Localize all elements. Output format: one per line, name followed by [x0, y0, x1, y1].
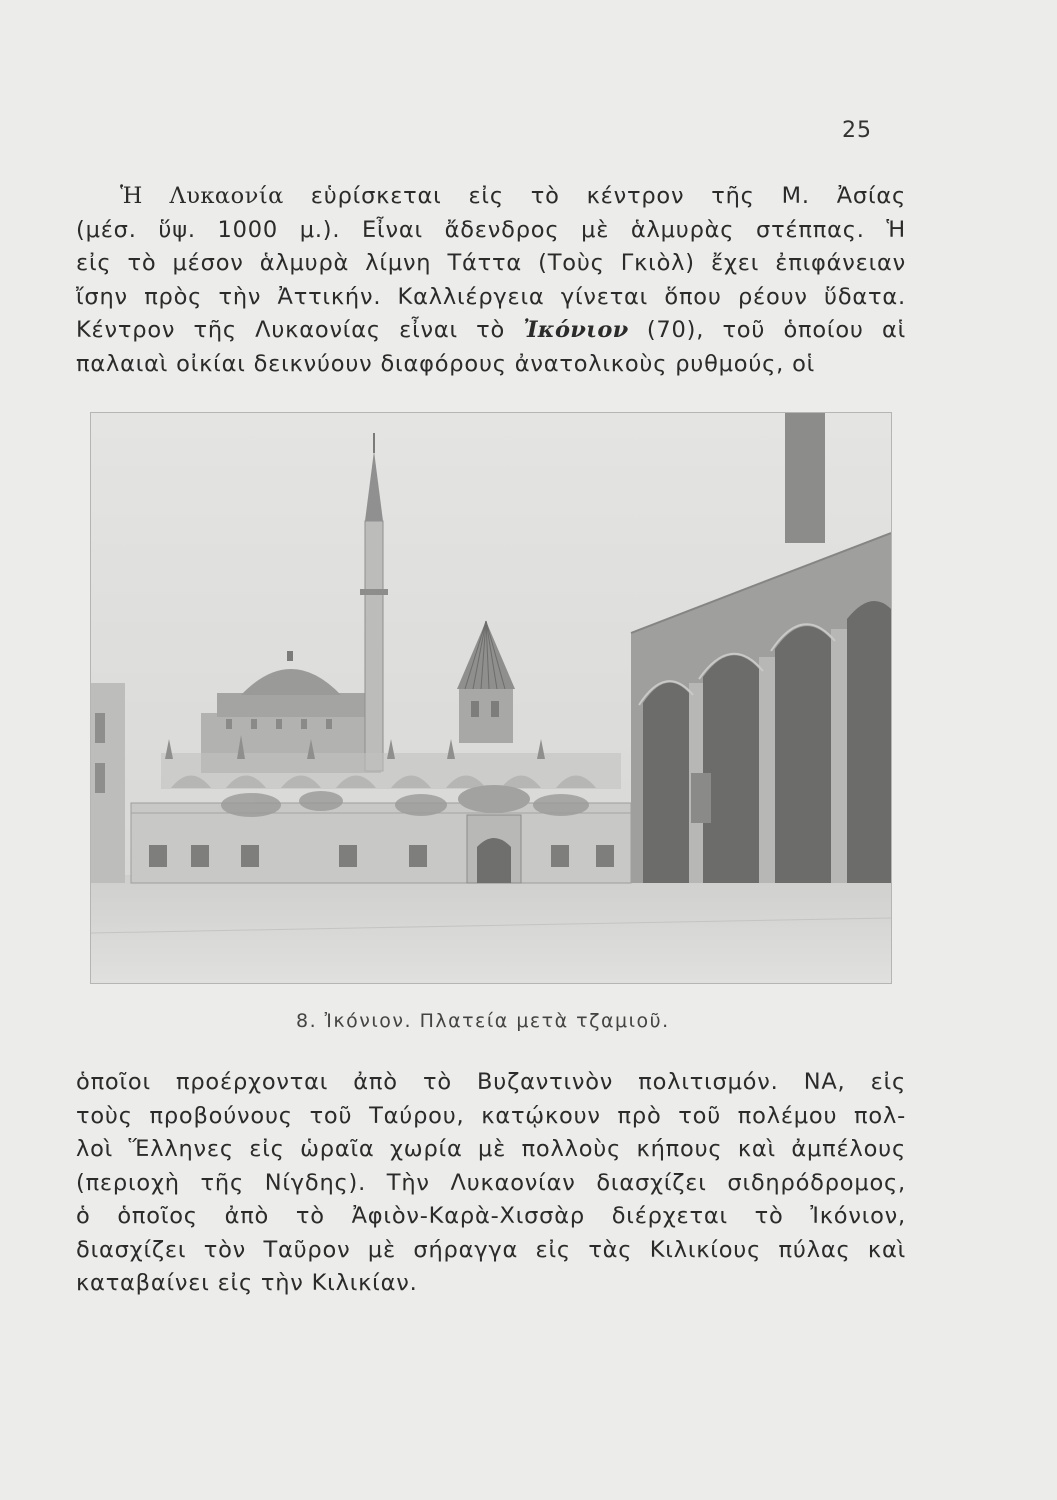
text-line — [76, 314, 906, 348]
figure-caption: 8. Ἰκόνιον. Πλατεία μετὰ τζαμιοῦ. — [296, 1010, 670, 1032]
text-line: διασχίζει τὸν Ταῦρον μὲ σήραγγα εἰς τὰς Κιλικίους πύλας καὶ — [76, 1236, 906, 1263]
text-line: ὁποῖοι προέρχονται ἀπὸ τὸ Βυζαντινὸν πολιτισμόν. ΝΑ, εἰς — [76, 1069, 906, 1095]
text-line: εἰς τὸ μέσον ἁλμυρὰ λίμνη Τάττα (Τοὺς Γκιὸλ) ἔχει ἐπιφάνειαν — [76, 250, 906, 276]
text-line: λοὶ Ἕλληνες εἰς ὡραῖα χωρία μὲ πολλοὺς κήπους καὶ ἀμπέλους — [76, 1136, 906, 1162]
region-term: Ἡ Λυκαονία — [120, 183, 284, 209]
text-line: ἴσην πρὸς τὴν Ἀττικήν. Καλλιέργεια γίνεται ὅπου ρέουν ὕδατα. — [76, 283, 906, 310]
text-line: (μέσ. ὕψ. 1000 μ.). Εἶναι ἄδενδρος μὲ ἁλμυρὰς στέππας. Ἡ — [76, 216, 906, 243]
text-line: καταβαίνει εἰς τὴν Κιλικίαν. — [76, 1270, 418, 1296]
city-term: Ἰκόνιον — [523, 317, 629, 343]
photo-illustration — [91, 413, 891, 983]
text-line — [76, 180, 906, 214]
text-fragment: Κέντρον τῆς Λυκαονίας εἶναι τὸ — [76, 317, 506, 343]
paragraph-lycaonia — [76, 180, 906, 381]
text-line: τοὺς προβούνους τοῦ Ταύρου, κατῴκουν πρὸ τοῦ πολέμου πολ- — [76, 1102, 906, 1129]
paragraph-continuation — [76, 1066, 906, 1301]
text-line: (περιοχὴ τῆς Νίγδης). Τὴν Λυκαονίαν διασχίζει σιδηρόδρομος, — [76, 1169, 906, 1196]
text-fragment: εὑρίσκεται εἰς τὸ κέντρον τῆς Μ. Ἀσίας — [310, 183, 906, 209]
text-line: ὁ ὁποῖος ἀπὸ τὸ Ἀφιὸν-Καρὰ-Χισσὰρ διέρχεται τὸ Ἰκόνιον, — [76, 1203, 906, 1229]
text-fragment: (70), τοῦ ὁποίου αἱ — [646, 317, 907, 343]
page-number: 25 — [842, 118, 872, 143]
text-line: παλαιαὶ οἰκίαι δεικνύουν διαφόρους ἀνατολικοὺς ρυθμούς, οἱ — [76, 350, 816, 377]
mosque-square-photo — [90, 412, 892, 984]
